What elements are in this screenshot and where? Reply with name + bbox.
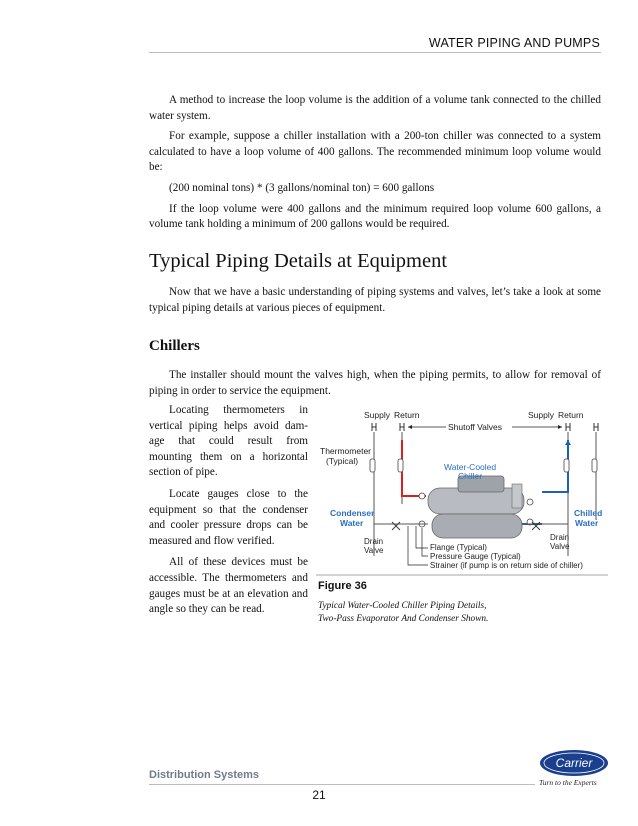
label-thermometer: Thermometer [320, 446, 372, 456]
section-paragraph: Now that we have a basic understanding of piping systems and valves, let’s take a look at some typical piping details at various pieces of equipment. [149, 286, 601, 314]
figure-label: Figure 36 [318, 580, 367, 592]
label-pressure-gauge: Pressure Gauge (Typical) [430, 552, 521, 561]
label-drain-right-2: Valve [550, 542, 570, 551]
label-flange: Flange (Typical) [430, 543, 487, 552]
brand-name: Carrier [555, 756, 593, 770]
label-chilled-1: Chilled [574, 508, 603, 518]
header-rule [149, 52, 601, 53]
label-return-right: Return [558, 410, 584, 420]
label-chiller-1: Water-Cooled [444, 462, 497, 472]
chillers-paragraph-1: The installer should mount the valves high, when the piping permits, to allow for removal of piping in order to service the equipment. [149, 369, 601, 397]
chillers-paragraph-3: Locate gauges close to the equipment so that the condenser and cooler pressure drops can be measured and flow verified. [149, 487, 308, 547]
running-header: WATER PIPING AND PUMPS [428, 36, 600, 50]
label-supply-right: Supply [528, 410, 554, 420]
figure-caption [318, 600, 488, 625]
label-supply-left: Supply [364, 410, 390, 420]
label-strainer: Strainer (if pump is on return side of chiller) [430, 561, 583, 570]
label-shutoff-valves: Shutoff Valves [448, 422, 503, 432]
brand-tagline: Turn to the Experts [539, 778, 597, 787]
chiller-piping-diagram [316, 404, 608, 576]
chilled-flow-path [516, 440, 568, 524]
chillers-column [149, 403, 308, 624]
chillers-paragraph-4: All of these devices must be accessible. The thermometers and gauges must be at an elevation and angle so they can be read. [149, 556, 308, 616]
label-chilled-2: Water [575, 518, 599, 528]
label-drain-right-1: Drain [550, 533, 570, 542]
callout-leader-lines [408, 526, 428, 565]
label-return-left: Return [394, 410, 420, 420]
chiller-piping-figure [316, 404, 608, 576]
chillers-intro-block [149, 368, 601, 404]
intro-formula: (200 nominal tons) * (3 gallons/nominal ton) = 600 gallons [169, 181, 435, 194]
section-title: Typical Piping Details at Equipment [149, 250, 448, 272]
page-number: 21 [312, 788, 326, 802]
footer-title: Distribution Systems [149, 769, 260, 781]
intro-paragraph-2: For example, suppose a chiller installation with a 200-ton chiller was connected to a system calculated to have a loop volume of 400 gallons. The recommended minimum loop volume would be: [149, 130, 601, 174]
chilled-arrow-icon [565, 440, 571, 445]
label-condenser-1: Condenser [330, 508, 375, 518]
intro-block [149, 93, 601, 238]
section-intro-block [149, 285, 601, 321]
label-chiller-2: Chiller [458, 471, 483, 481]
intro-paragraph-1: A method to increase the loop volume is the addition of a volume tank connected to the chilled water system. [149, 94, 601, 122]
intro-paragraph-4: If the loop volume were 400 gallons and the minimum required loop volume 600 gallons, a volume tank holding a minimum of 200 gallons would be required. [149, 202, 601, 231]
label-condenser-2: Water [340, 518, 364, 528]
figure-caption-line-1: Typical Water-Cooled Chiller Piping Details, [318, 601, 487, 611]
chiller-illustration [419, 476, 533, 538]
label-drain-left-2: Valve [364, 546, 384, 555]
condenser-flow-path [402, 440, 426, 496]
footer-rule [149, 784, 535, 785]
figure-caption-line-2: Two-Pass Evaporator And Condenser Shown. [318, 613, 489, 624]
label-thermometer-typical: (Typical) [326, 456, 359, 466]
carrier-logo-icon [538, 748, 610, 778]
label-drain-left-1: Drain [364, 537, 384, 546]
chillers-paragraph-2: Locating thermometers in vertical piping helps avoid dam-age that could result from mounting them on a horizontal section of pipe. [149, 404, 308, 479]
subsection-title: Chillers [149, 338, 200, 354]
